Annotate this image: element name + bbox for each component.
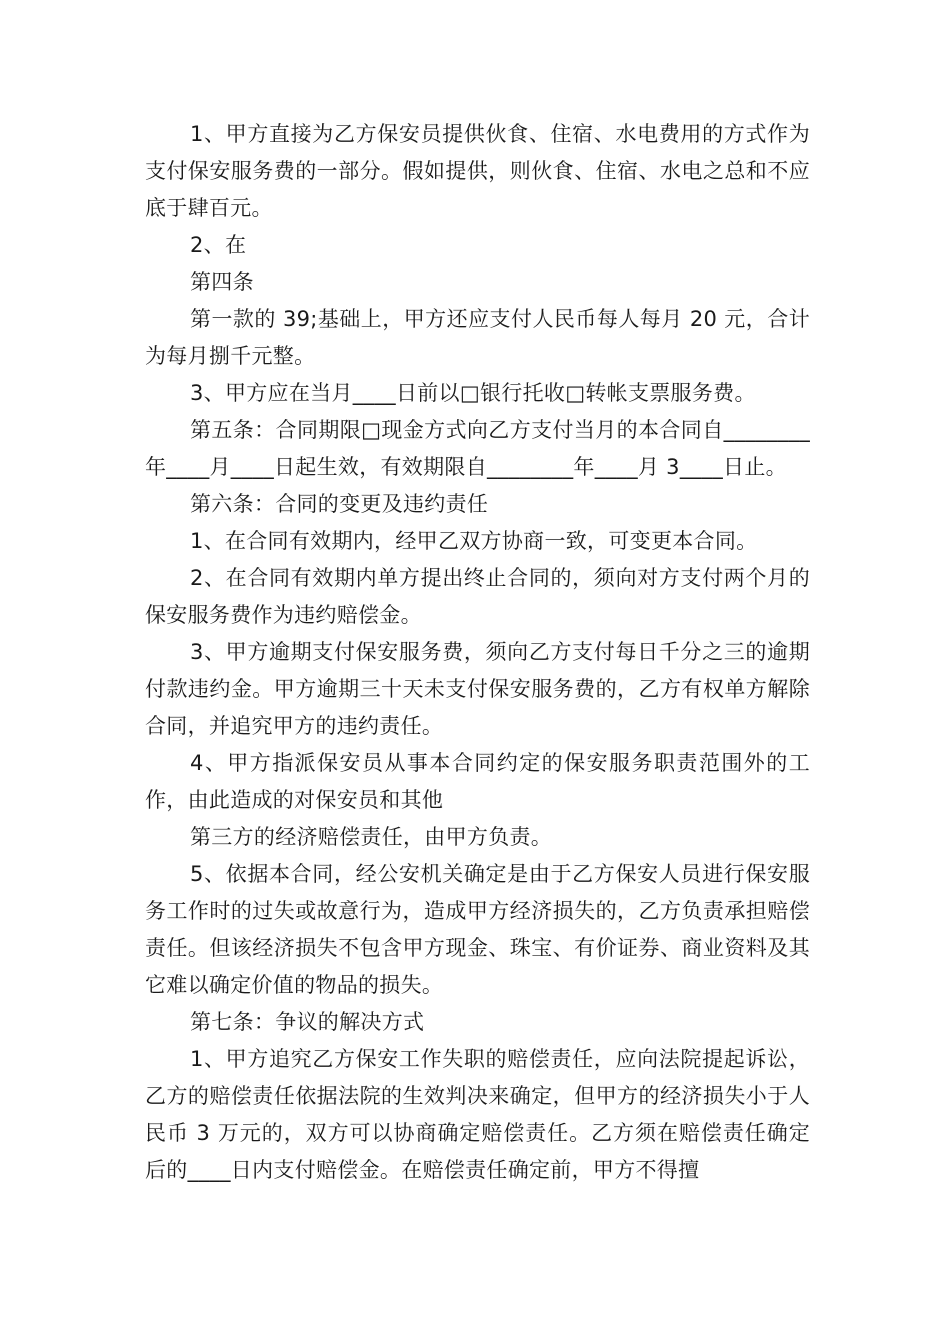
paragraph-third-party-liability: 第三方的经济赔偿责任，由甲方负责。: [190, 825, 553, 849]
paragraph-unilateral-termination: 2、在合同有效期内单方提出终止合同的，须向对方支付两个月的保安服务费作为违约赔偿金。: [145, 566, 810, 627]
heading-article-7: 第七条：争议的解决方式: [190, 1010, 425, 1034]
paragraph-contract-change: 1、在合同有效期内，经甲乙双方协商一致，可变更本合同。: [190, 529, 758, 553]
paragraph-article-5-term: 第五条：合同期限□现金方式向乙方支付当月的本合同自________年____月____日起生效，有效期限自________年____月 3____日止。: [145, 418, 810, 479]
paragraph-payment-deadline: 3、甲方应在当月____日前以□银行托收□转帐支票服务费。: [190, 381, 756, 405]
heading-article-4: 第四条: [190, 270, 254, 294]
paragraph-out-of-scope-work: 4、甲方指派保安员从事本合同约定的保安服务职责范围外的工作，由此造成的对保安员和其他: [145, 751, 810, 812]
paragraph-late-payment: 3、甲方逾期支付保安服务费，须向乙方支付每日千分之三的逾期付款违约金。甲方逾期三十天未支付保安服务费的，乙方有权单方解除合同，并追究甲方的违约责任。: [145, 640, 810, 738]
paragraph-item-2-fragment: 2、在: [190, 233, 247, 257]
paragraph-negligence-liability: 5、依据本合同，经公安机关确定是由于乙方保安人员进行保安服务工作时的过失或故意行为，造成甲方经济损失的，乙方负责承担赔偿责任。但该经济损失不包含甲方现金、珠宝、有价证券、商业资料及其它难以确定价值的物品的损失。: [145, 862, 810, 997]
heading-article-6: 第六条：合同的变更及违约责任: [190, 492, 489, 516]
paragraph-meal-lodging-utilities: 1、甲方直接为乙方保安员提供伙食、住宿、水电费用的方式作为支付保安服务费的一部分。假如提供，则伙食、住宿、水电之总和不应底于肆百元。: [145, 122, 810, 220]
paragraph-additional-payment: 第一款的 39;基础上，甲方还应支付人民币每人每月 20 元，合计为每月捌千元整。: [145, 307, 810, 368]
document-body: [145, 116, 810, 1189]
paragraph-dispute-resolution: 1、甲方追究乙方保安工作失职的赔偿责任，应向法院提起诉讼，乙方的赔偿责任依据法院的生效判决来确定，但甲方的经济损失小于人民币 3 万元的，双方可以协商确定赔偿责任。乙方须在赔偿责任确定后的____日内支付赔偿金。在赔偿责任确定前，甲方不得擅: [145, 1047, 810, 1182]
